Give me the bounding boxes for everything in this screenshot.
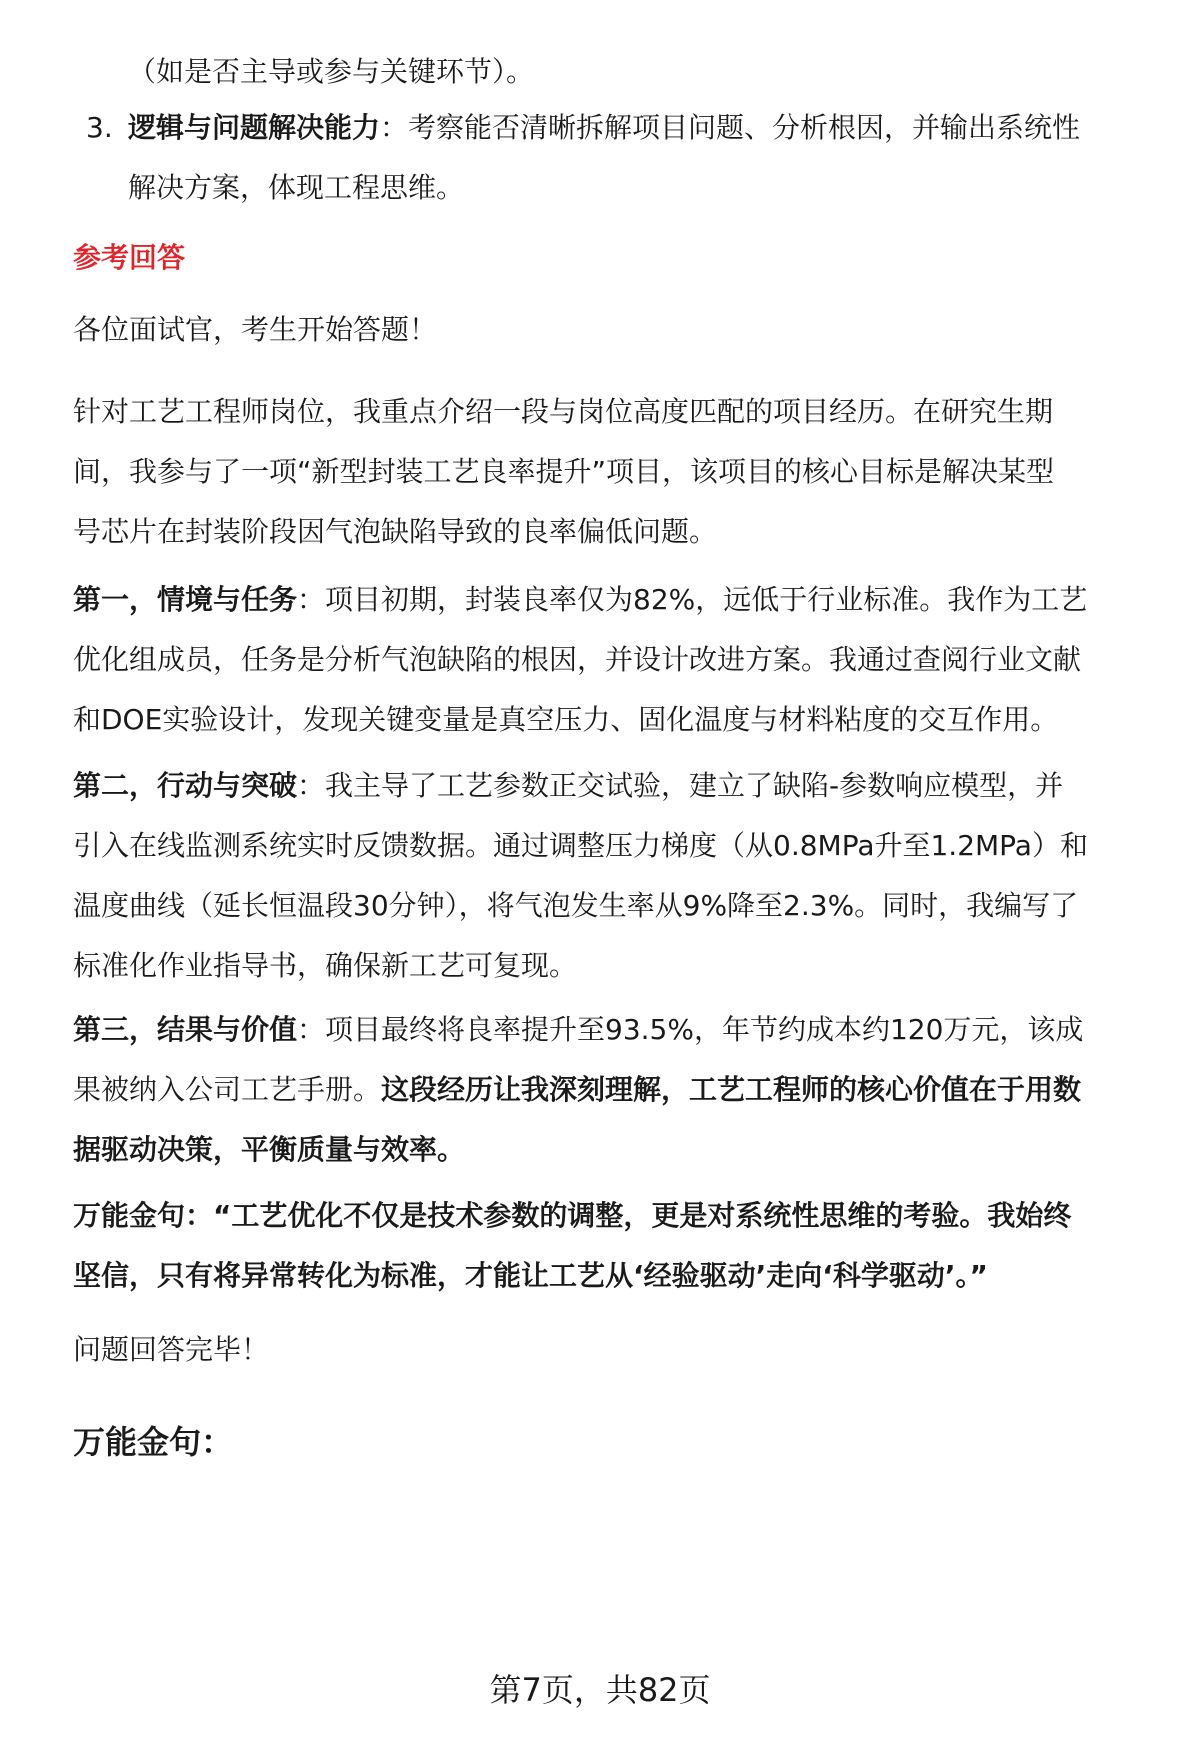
third-line2a: 果被纳入公司工艺手册。 bbox=[73, 1073, 382, 1106]
continuation-line: （如是否主导或参与关键环节）。 bbox=[128, 55, 535, 88]
intro-line2: 间，我参与了一项“新型封装工艺良率提升”项目，该项目的核心目标是解决某型 bbox=[73, 455, 1055, 488]
third-label: 第三，结果与价值 bbox=[73, 1013, 298, 1046]
intro-line3: 号芯片在封装阶段因气泡缺陷导致的良率偏低问题。 bbox=[73, 515, 718, 548]
page-footer: 第7页，共82页 bbox=[489, 1671, 711, 1709]
item-3-line2: 解决方案，体现工程思维。 bbox=[128, 171, 465, 204]
closing-line: 问题回答完毕！ bbox=[73, 1333, 270, 1366]
reference-heading: 参考回答 bbox=[73, 241, 186, 274]
golden-label: 万能金句 bbox=[73, 1199, 186, 1232]
second-line4: 标准化作业指导书，确保新工艺可复现。 bbox=[73, 949, 578, 982]
item-3-text bbox=[128, 98, 1168, 218]
third-line3: 据驱动决策，平衡质量与效率。 bbox=[73, 1133, 466, 1166]
first-label: 第一，情境与任务 bbox=[73, 583, 298, 616]
second-paragraph bbox=[73, 756, 1153, 996]
third-line1: ：项目最终将良率提升至93.5%，年节约成本约120万元，该成 bbox=[297, 1013, 1084, 1046]
golden-paragraph bbox=[73, 1186, 1153, 1306]
first-paragraph bbox=[73, 570, 1153, 750]
second-line2: 引入在线监测系统实时反馈数据。通过调整压力梯度（从0.8MPa升至1.2MPa）和 bbox=[73, 829, 1088, 862]
second-label: 第二，行动与突破 bbox=[73, 769, 298, 802]
first-line2: 优化组成员，任务是分析气泡缺陷的根因，并设计改进方案。我通过查阅行业文献 bbox=[73, 643, 1082, 676]
first-line3: 和DOE实验设计，发现关键变量是真空压力、固化温度与材料粘度的交互作用。 bbox=[73, 703, 1059, 736]
third-paragraph bbox=[73, 1000, 1153, 1180]
item-3-number: 3. bbox=[86, 111, 113, 144]
golden-line1: ：“工艺优化不仅是技术参数的调整，更是对系统性思维的考验。我始终 bbox=[185, 1199, 1072, 1232]
item-3-line1: ：考察能否清晰拆解项目问题、分析根因，并输出系统性 bbox=[380, 111, 1081, 144]
third-line2b: 这段经历让我深刻理解，工艺工程师的核心价值在于用数 bbox=[381, 1073, 1082, 1106]
second-line3: 温度曲线（延长恒温段30分钟），将气泡发生率从9%降至2.3%。同时，我编写了 bbox=[73, 889, 1079, 922]
second-line1: ：我主导了工艺参数正交试验，建立了缺陷-参数响应模型，并 bbox=[297, 769, 1064, 802]
intro-paragraph bbox=[73, 382, 1153, 562]
first-line1: ：项目初期，封装良率仅为82%，远低于行业标准。我作为工艺 bbox=[297, 583, 1088, 616]
item-3-title: 逻辑与问题解决能力 bbox=[128, 111, 381, 144]
greeting: 各位面试官，考生开始答题！ bbox=[73, 313, 438, 346]
golden-line2: 坚信，只有将异常转化为标准，才能让工艺从‘经验驱动’走向‘科学驱动’。” bbox=[73, 1259, 988, 1292]
intro-line1: 针对工艺工程师岗位，我重点介绍一段与岗位高度匹配的项目经历。在研究生期 bbox=[73, 395, 1054, 428]
section-heading: 万能金句： bbox=[73, 1423, 234, 1461]
